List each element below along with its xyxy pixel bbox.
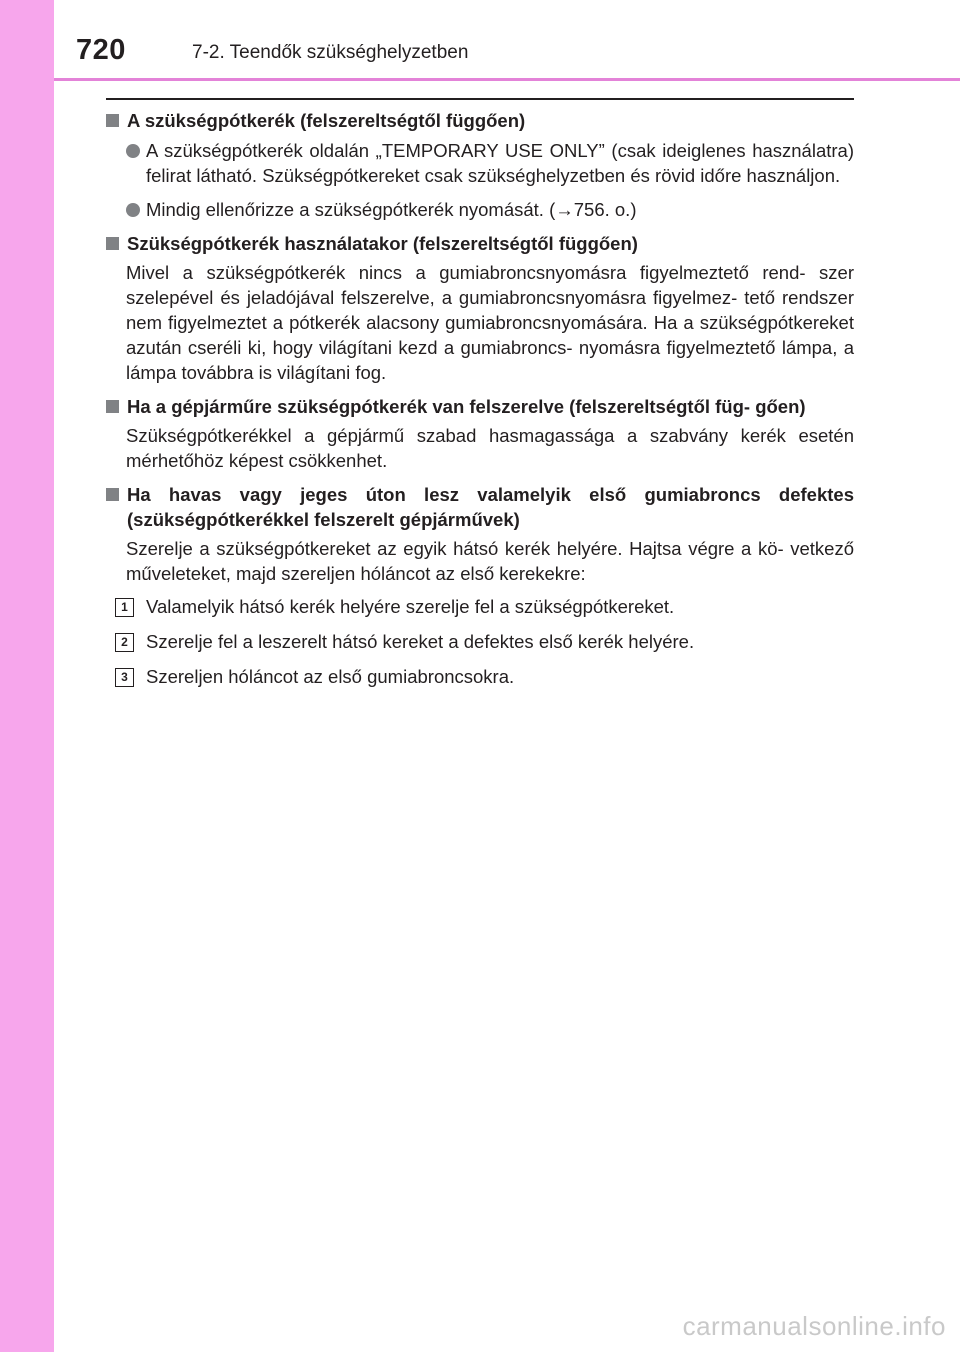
square-bullet-icon xyxy=(106,400,119,413)
section-paragraph: Mivel a szükségpótkerék nincs a gumiabroncsnyomásra figyelmeztető rend- szer szelepével és jeladójával felszerelve, a gumiabroncsnyomásra figyelmez- tető rendszer nem figyelmeztet a pótkerék alacsony gumiabroncsnyomására. Ha a szükségpótkereket azután cseréli ki, hogy világítani kezd a gumiabroncs- nyomásra figyelmeztető lámpa, a lámpa továbbra is világítani fog. xyxy=(126,262,854,383)
content-top-rule xyxy=(106,98,854,100)
square-bullet-icon xyxy=(106,237,119,250)
header-rule xyxy=(54,78,960,81)
page-content xyxy=(106,108,854,689)
step-number-badge: 2 xyxy=(115,633,134,652)
procedure-step xyxy=(106,629,854,654)
square-bullet-icon xyxy=(106,114,119,127)
section-heading xyxy=(106,108,854,133)
step-number-badge: 3 xyxy=(115,668,134,687)
square-bullet-icon xyxy=(106,488,119,501)
section-heading xyxy=(106,231,854,256)
chapter-side-strip xyxy=(0,0,54,1352)
section-heading-text: Ha havas vagy jeges úton lesz valamelyik első gumiabroncs defektes (szükségpótkerékkel felszerelt gépjárművek) xyxy=(127,484,854,530)
section-heading-text: Ha a gépjárműre szükségpótkerék van felszerelve (felszereltségtől füg- gően) xyxy=(127,396,806,417)
section-heading xyxy=(106,482,854,532)
step-number-badge: 1 xyxy=(115,598,134,617)
section-paragraph: Szerelje a szükségpótkereket az egyik hátsó kerék helyére. Hajtsa végre a kö- vetkező műveleteket, majd szereljen hóláncot az első kerekekre: xyxy=(126,538,854,584)
section-heading-text: Szükségpótkerék használatakor (felszereltségtől függően) xyxy=(127,233,638,254)
step-text: Valamelyik hátsó kerék helyére szerelje fel a szükségpótkereket. xyxy=(146,596,675,617)
step-text: Szereljen hóláncot az első gumiabroncsokra. xyxy=(146,666,515,687)
circle-bullet-icon xyxy=(126,144,140,158)
list-item-text: A szükségpótkerék oldalán „TEMPORARY USE ONLY” (csak ideiglenes használatra) felirat látható. Szükségpótkereket csak szükséghelyzetben és rövid időre használjon. xyxy=(146,140,854,186)
section-paragraph: Szükségpótkerékkel a gépjármű szabad hasmagassága a szabvány kerék esetén mérhetőhöz képest csökkenhet. xyxy=(126,425,854,471)
circle-bullet-icon xyxy=(126,203,140,217)
list-item xyxy=(106,197,854,222)
list-item-text: Mindig ellenőrizze a szükségpótkerék nyomását. (→756. o.) xyxy=(146,199,637,220)
step-text: Szerelje fel a leszerelt hátsó kereket a defektes első kerék helyére. xyxy=(146,631,695,652)
section-heading-text: A szükségpótkerék (felszereltségtől függően) xyxy=(127,110,526,131)
procedure-step xyxy=(106,664,854,689)
procedure-step xyxy=(106,594,854,619)
list-item xyxy=(106,138,854,188)
watermark: carmanualsonline.info xyxy=(682,1311,946,1341)
page-number: 720 xyxy=(76,34,126,66)
section-heading xyxy=(106,394,854,419)
chapter-title: 7-2. Teendők szükséghelyzetben xyxy=(192,42,469,63)
